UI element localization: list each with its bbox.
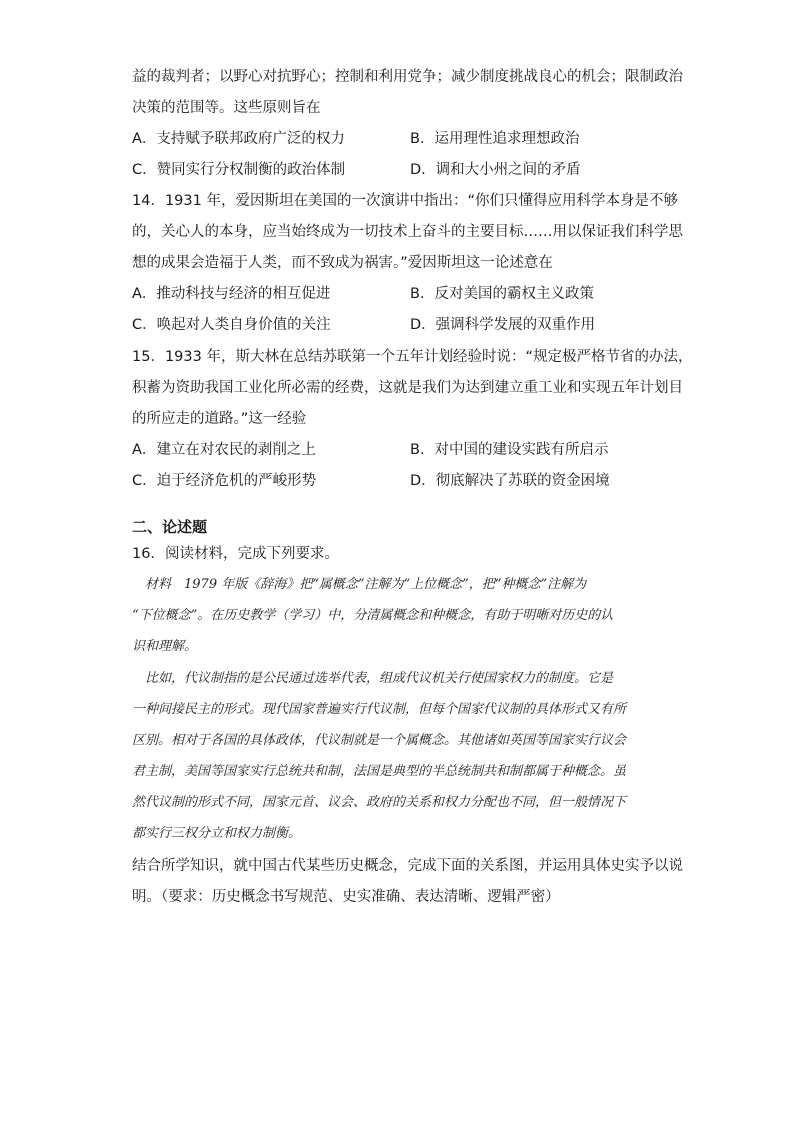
q14-text-line-3: 想的成果会造福于人类，而不致成为祸害。”爱因斯坦这一论述意在	[132, 255, 553, 271]
q15-text-line-3: 的所应走的道路。”这一经验	[132, 411, 307, 427]
q14-option-d: D．强调科学发展的双重作用	[410, 317, 596, 333]
q16-requirement-line-2: 明。（要求：历史概念书写规范、史实准确、表达清晰、逻辑严密）	[132, 889, 560, 905]
q14-option-a: A．推动科技与经济的相互促进	[132, 286, 331, 302]
q14-option-c: C．唤起对人类自身价值的关注	[132, 317, 331, 333]
q13-text-line-1: 益的裁判者；以野心对抗野心；控制和利用党争；减少制度挑战良心的机会；限制政治	[132, 69, 683, 85]
q14-text-line-1: 14．1931 年，爱因斯坦在美国的一次演讲中指出：“你们只懂得应用科学本身是不够	[132, 193, 678, 209]
q15-text-line-2: 积蓄为资助我国工业化所必需的经费，这就是我们为达到建立重工业和实现五年计划目	[132, 380, 683, 396]
material-1-line-3: 识和理解。	[132, 639, 198, 654]
q14-text-line-2: 的，关心人的本身，应当始终成为一切技术上奋斗的主要目标……用以保证我们科学思	[132, 224, 683, 240]
q14-option-b: B．反对美国的霸权主义政策	[410, 286, 594, 302]
material-2-line-4: 君主制，美国等国家实行总统共和制，法国是典型的半总统制共和制都属于种概念。虽	[132, 764, 627, 779]
q13-option-b: B．运用理性追求理想政治	[410, 131, 580, 147]
q13-text-line-2: 决策的范围等。这些原则旨在	[132, 100, 321, 116]
q15-option-c: C．迫于经济危机的严峻形势	[132, 473, 317, 489]
q15-option-a: A．建立在对农民的剥削之上	[132, 442, 316, 458]
q15-option-d: D．彻底解决了苏联的资金困境	[410, 473, 610, 489]
material-1-line-1: 材料 1979 年版《辞海》把“属概念”注解为“上位概念”，把“种概念”注解为	[132, 577, 587, 592]
q15-option-b: B．对中国的建设实践有所启示	[410, 442, 609, 458]
material-2-line-2: 一种间接民主的形式。现代国家普遍实行代议制，但每个国家代议制的具体形式又有所	[132, 702, 627, 717]
section-heading: 二、论述题	[132, 518, 208, 536]
q13-option-c: C．赞同实行分权制衡的政治体制	[132, 162, 346, 178]
material-2-line-3: 区别。相对于各国的具体政体，代议制就是一个属概念。其他诸如英国等国家实行议会	[132, 733, 627, 748]
material-1-line-2: “下位概念”。在历史教学（学习）中，分清属概念和种概念，有助于明晰对历史的认	[132, 608, 614, 623]
q16-requirement-line-1: 结合所学知识，就中国古代某些历史概念，完成下面的关系图，并运用具体史实予以说	[132, 858, 683, 874]
q15-text-line-1: 15．1933 年，斯大林在总结苏联第一个五年计划经验时说：“规定极严格节省的办法，	[132, 349, 693, 365]
material-2-line-6: 都实行三权分立和权力制衡。	[132, 826, 302, 841]
q13-option-a: A．支持赋予联邦政府广泛的权力	[132, 131, 345, 147]
q13-option-d: D．调和大小州之间的矛盾	[410, 162, 581, 178]
material-2-line-5: 然代议制的形式不同，国家元首、议会、政府的关系和权力分配也不同，但一般情况下	[132, 795, 627, 810]
material-2-line-1: 比如，代议制指的是公民通过选举代表，组成代议机关行使国家权力的制度。它是	[132, 671, 614, 686]
q16-stem: 16．阅读材料，完成下列要求。	[132, 546, 339, 562]
